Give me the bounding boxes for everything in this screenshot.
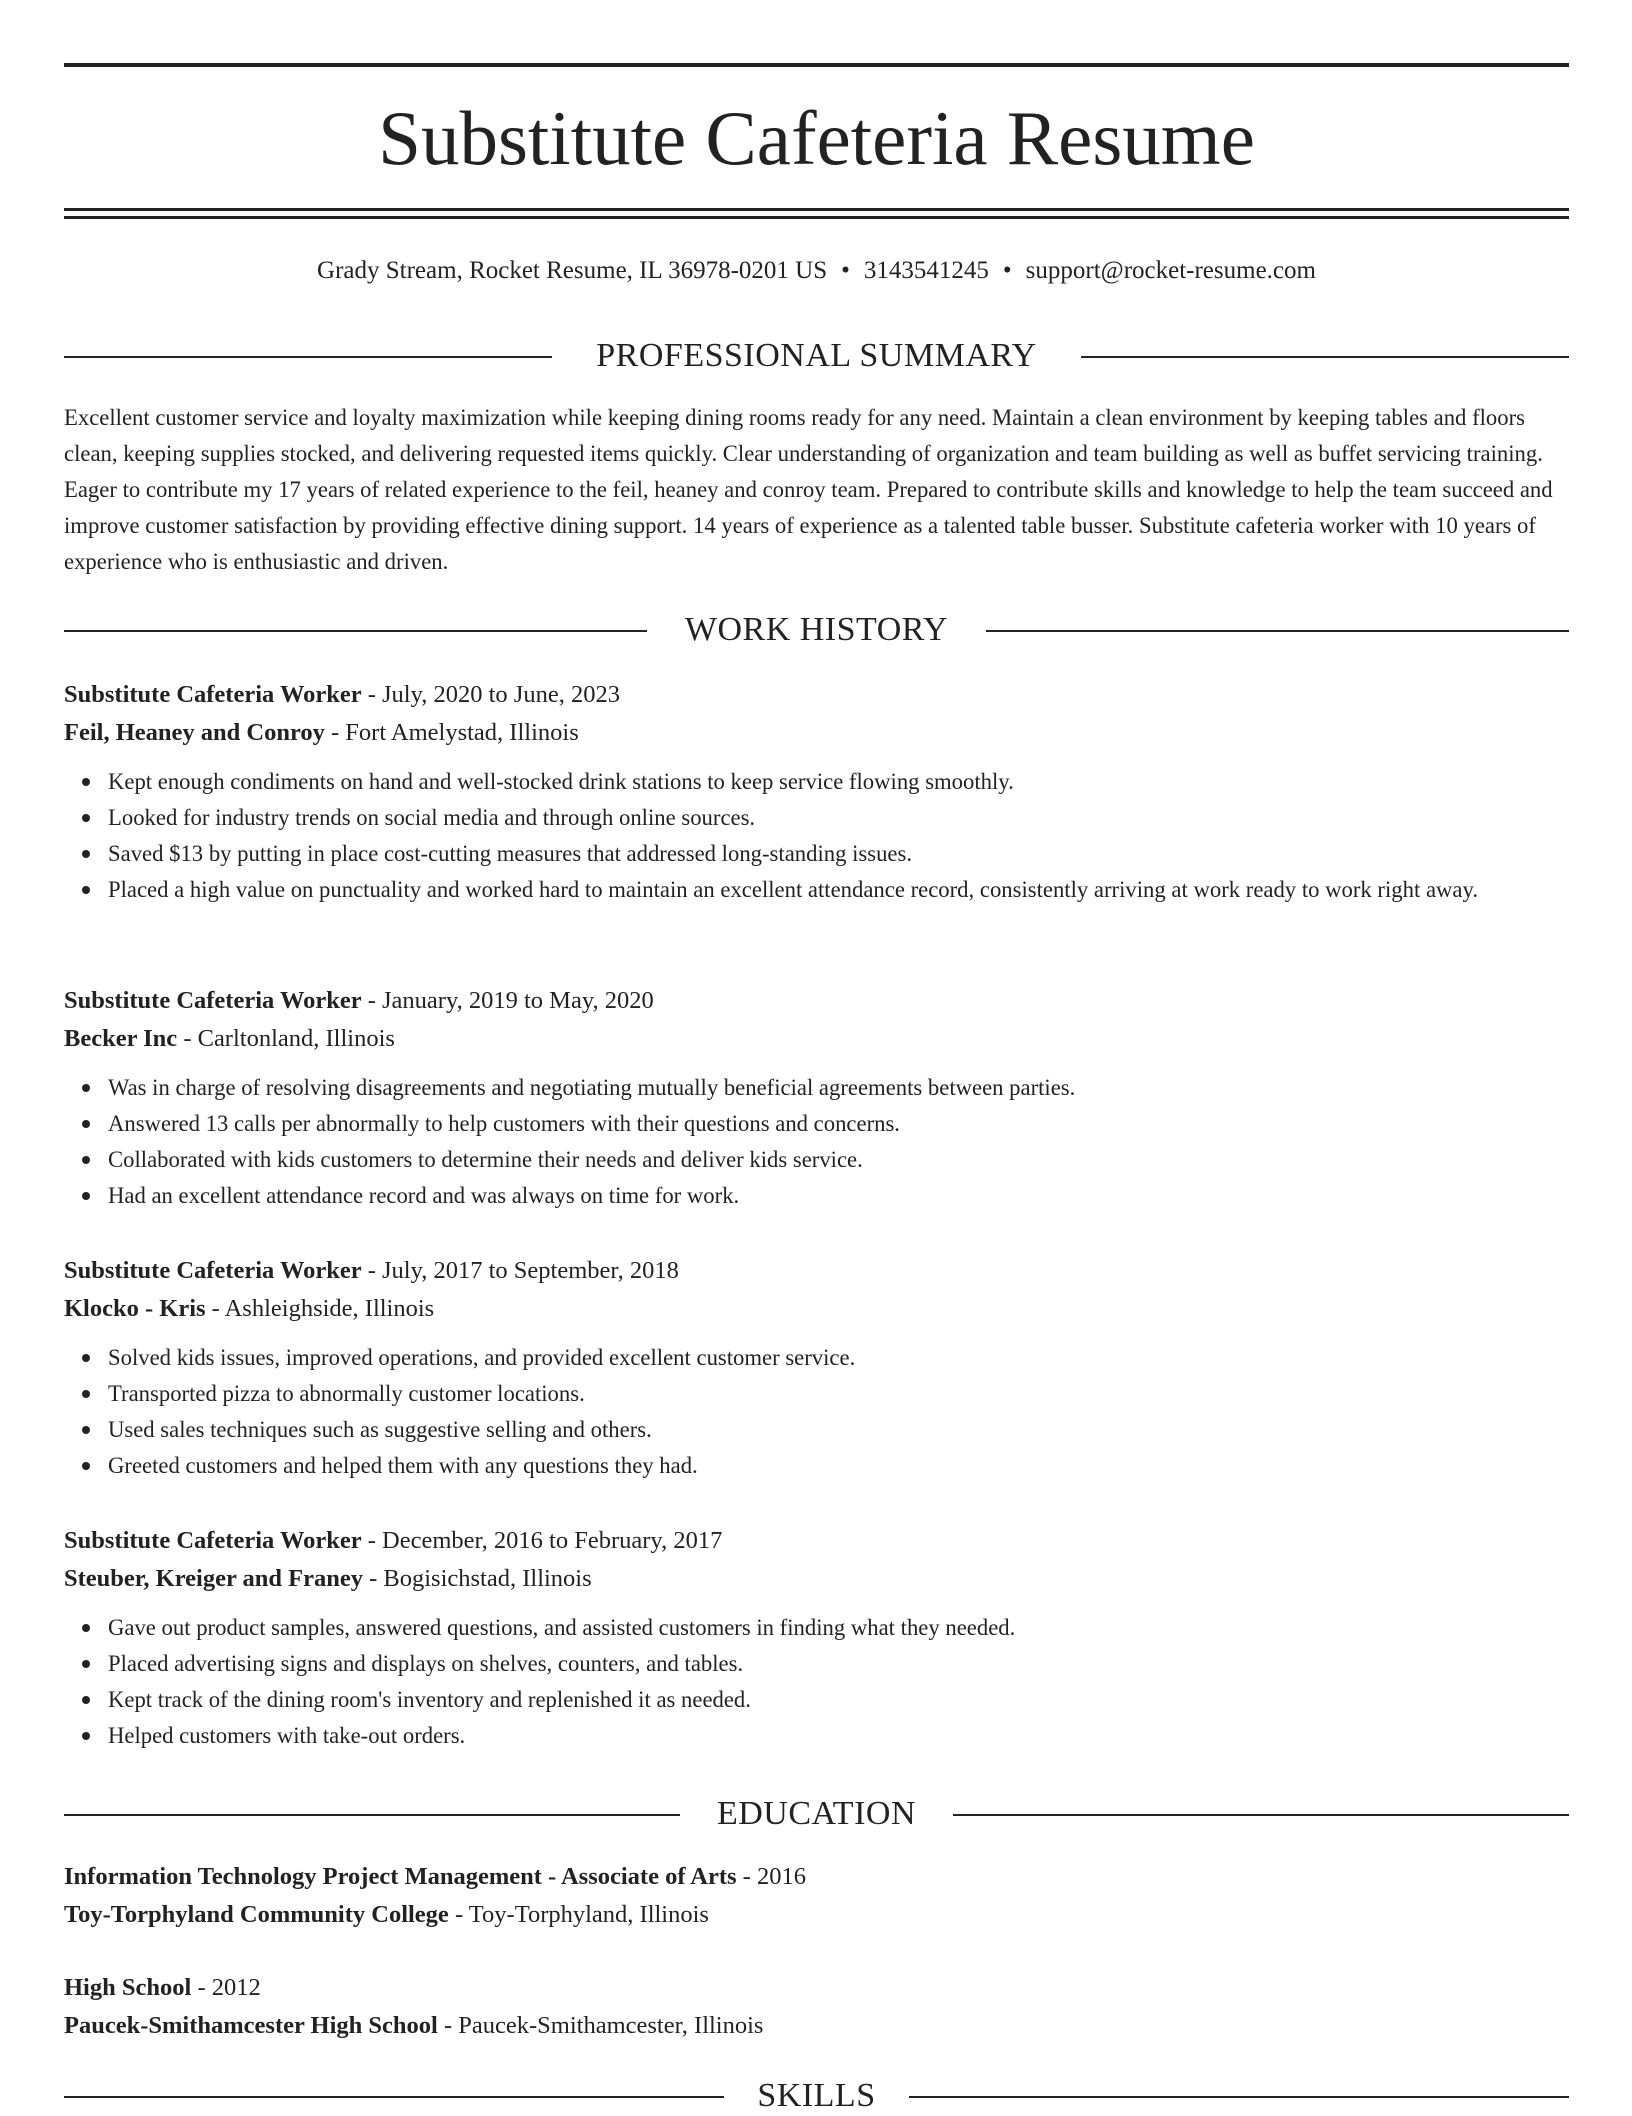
job-dates: - December, 2016 to February, 2017 <box>361 1527 723 1554</box>
job-location: - Fort Amelystad, Illinois <box>324 719 579 746</box>
job-bullet: Kept track of the dining room's inventory and replenished it as needed. <box>108 1682 1569 1718</box>
top-rule <box>64 63 1569 67</box>
job-bullet: Transported pizza to abnormally customer locations. <box>108 1376 1569 1412</box>
job-company: Klocko - Kris <box>64 1295 206 1322</box>
job-title: Substitute Cafeteria Worker <box>64 681 362 708</box>
job-bullet: Gave out product samples, answered questions, and assisted customers in finding what they needed. <box>108 1610 1569 1646</box>
job-bullets <box>64 1610 1569 1754</box>
job-bullet: Looked for industry trends on social media and through online sources. <box>108 800 1569 836</box>
title-rule-upper <box>64 208 1569 211</box>
summary-paragraph: Excellent customer service and loyalty maximization while keeping dining rooms ready for any need. Maintain a clean environment by keeping tables and floors clean, keeping supplies stocked, and delivering requested items quickly. Clear understanding of organization and team building as well as buffet servicing training. Eager to contribute my 17 years of related experience to the feil, heaney and conroy team. Prepared to contribute skills and knowledge to help the team succeed and improve customer satisfaction by providing effective dining support. 14 years of experience as a talented table busser. Substitute cafeteria worker with 10 years of experience who is enthusiastic and driven. <box>64 405 1553 574</box>
job-bullet: Kept enough condiments on hand and well-stocked drink stations to keep service flowing smoothly. <box>108 764 1569 800</box>
job-bullet: Had an excellent attendance record and was always on time for work. <box>108 1178 1569 1214</box>
section-title: PROFESSIONAL SUMMARY <box>596 337 1037 374</box>
contact-email: support@rocket-resume.com <box>1025 257 1316 284</box>
job-bullet: Answered 13 calls per abnormally to help customers with their questions and concerns. <box>108 1106 1569 1142</box>
job-entry <box>64 982 1569 1214</box>
job-entry <box>64 676 1569 908</box>
education-heading <box>64 1794 1569 1834</box>
job-bullet: Solved kids issues, improved operations, and provided excellent customer service. <box>108 1340 1569 1376</box>
job-bullets <box>64 764 1569 908</box>
job-location: - Bogisichstad, Illinois <box>362 1565 592 1592</box>
job-bullet: Placed advertising signs and displays on shelves, counters, and tables. <box>108 1646 1569 1682</box>
section-title: SKILLS <box>757 2077 876 2114</box>
education-school: Paucek-Smithamcester High School <box>64 2012 438 2039</box>
job-title: Substitute Cafeteria Worker <box>64 1527 362 1554</box>
job-location: - Ashleighside, Illinois <box>205 1295 435 1322</box>
education-location: - Paucek-Smithamcester, Illinois <box>437 2012 764 2039</box>
job-title: Substitute Cafeteria Worker <box>64 1257 362 1284</box>
education-location: - Toy-Torphyland, Illinois <box>448 1901 709 1928</box>
job-entry <box>64 1522 1569 1754</box>
education-school: Toy-Torphyland Community College <box>64 1901 449 1928</box>
contact-separator: • <box>1002 257 1012 284</box>
job-bullet: Helped customers with take-out orders. <box>108 1718 1569 1754</box>
job-bullet: Collaborated with kids customers to determine their needs and deliver kids service. <box>108 1142 1569 1178</box>
job-bullet: Was in charge of resolving disagreements and negotiating mutually beneficial agreements between parties. <box>108 1070 1569 1106</box>
job-title: Substitute Cafeteria Worker <box>64 987 362 1014</box>
page-title: Substitute Cafeteria Resume <box>378 95 1255 181</box>
education-entry <box>64 1969 1569 2045</box>
title-rule-lower <box>64 216 1569 219</box>
job-bullet: Saved $13 by putting in place cost-cutting measures that addressed long-standing issues. <box>108 836 1569 872</box>
education-entry <box>64 1858 1569 1934</box>
education-degree: High School <box>64 1974 192 2001</box>
education-year: - 2012 <box>191 1974 261 2001</box>
education-degree: Information Technology Project Management - Associate of Arts <box>64 1863 737 1890</box>
contact-phone: 3143541245 <box>863 257 989 284</box>
contact-address: Grady Stream, Rocket Resume, IL 36978-0201 US <box>317 257 828 284</box>
job-dates: - July, 2020 to June, 2023 <box>361 681 620 708</box>
job-entry <box>64 1252 1569 1484</box>
job-bullet: Used sales techniques such as suggestive selling and others. <box>108 1412 1569 1448</box>
education-year: - 2016 <box>736 1863 806 1890</box>
job-company: Steuber, Kreiger and Franey <box>64 1565 363 1592</box>
job-bullets <box>64 1070 1569 1214</box>
section-title: WORK HISTORY <box>684 611 949 648</box>
job-dates: - January, 2019 to May, 2020 <box>361 987 654 1014</box>
contact-separator: • <box>841 257 850 284</box>
section-title: EDUCATION <box>716 1795 917 1832</box>
job-bullet: Placed a high value on punctuality and worked hard to maintain an excellent attendance record, consistently arriving at work ready to work right away. <box>108 872 1569 908</box>
job-bullet: Greeted customers and helped them with any questions they had. <box>108 1448 1569 1484</box>
job-company: Becker Inc <box>64 1025 178 1052</box>
job-bullets <box>64 1340 1569 1484</box>
summary-heading <box>64 336 1569 376</box>
skills-heading <box>64 2076 1569 2116</box>
job-company: Feil, Heaney and Conroy <box>64 719 325 746</box>
job-location: - Carltonland, Illinois <box>177 1025 395 1052</box>
contact-line <box>64 254 1569 288</box>
work-history-heading <box>64 610 1569 650</box>
job-dates: - July, 2017 to September, 2018 <box>361 1257 679 1284</box>
